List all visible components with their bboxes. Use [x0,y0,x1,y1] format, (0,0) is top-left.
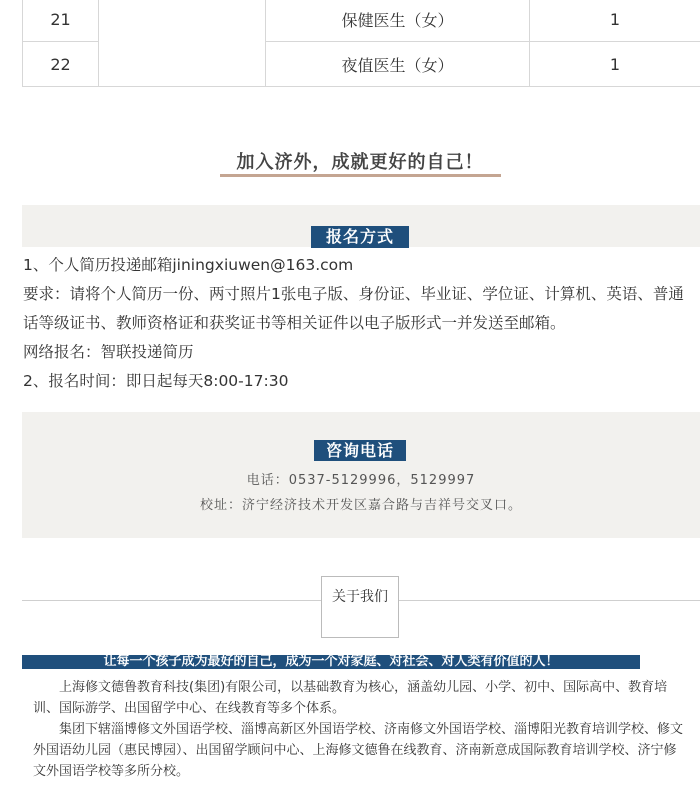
contact-address: 校址：济宁经济技术开发区嘉合路与吉祥号交叉口。 [199,498,522,513]
contact-phone: 电话：0537-5129996，5129997 [246,473,476,488]
signup-method-label: 报名方式 [311,226,409,248]
slogan-underline [220,174,501,177]
signup-online: 网络报名：智联投递简历 [23,343,194,361]
mission-statement: 让每一个孩子成为最好的自己，成为一个对家庭、对社会、对人类有价值的人！ [22,655,640,669]
about-us-title: 关于我们 [321,576,399,638]
about-paragraph: 集团下辖淄博修文外国语学校、淄博高新区外国语学校、济南修文外国语学校、淄博阳光教育培训学校、修文外国语幼儿园（惠民博园）、出国留学顾问中心、上海修文德鲁在线教育、济南新意成国际教育培训学校、济宁修文外国语学校等多所分校。 [33,722,684,779]
about-paragraph: 上海修文德鲁教育科技(集团)有限公司，以基础教育为核心，涵盖幼儿园、小学、初中、国际高中、教育培训、国际游学、出国留学中心、在线教育等多个体系。 [33,680,668,716]
join-slogan: 加入济外，成就更好的自己！ [236,152,484,173]
contact-label: 咨询电话 [314,440,406,461]
position-name: 保健医生（女） [266,0,530,42]
row-number: 21 [23,0,99,42]
department-cell [99,0,266,87]
about-body [33,677,687,782]
position-count: 1 [530,0,700,42]
signup-requirements: 要求：请将个人简历一份、两寸照片1张电子版、身份证、毕业证、学位证、计算机、英语、普通话等级证书、教师资格证和获奖证书等相关证件以电子版形式一并发送至邮箱。 [23,285,684,332]
signup-details [23,251,699,396]
signup-time: 2、报名时间：即日起每天8:00-17:30 [23,372,289,390]
position-count: 1 [530,42,700,87]
position-name: 夜值医生（女） [266,42,530,87]
table-row [23,0,700,42]
positions-table [22,0,700,87]
signup-email-line: 1、个人简历投递邮箱jiningxiuwen@163.com [23,256,354,274]
row-number: 22 [23,42,99,87]
